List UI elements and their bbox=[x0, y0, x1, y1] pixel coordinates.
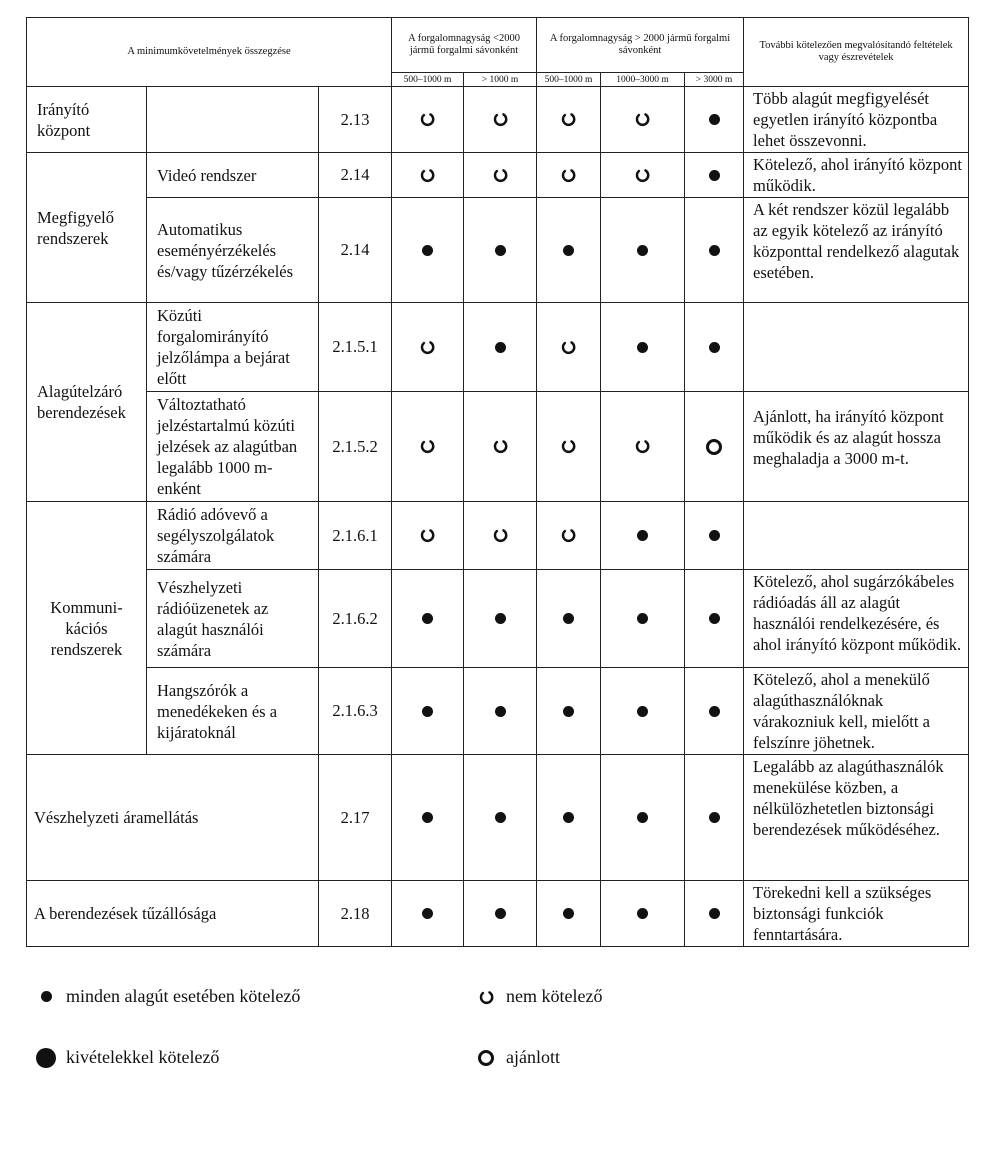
open-circle-icon bbox=[561, 168, 576, 183]
category-cell: Vészhelyzeti áramellátás bbox=[27, 755, 319, 881]
table-row bbox=[27, 668, 969, 755]
mark-cell bbox=[464, 502, 537, 570]
filled-circle-icon bbox=[709, 342, 720, 353]
category-cell: A berendezések tűzállósága bbox=[27, 881, 319, 947]
category-cell: Megfigyelő rendszerek bbox=[27, 153, 147, 303]
open-circle-icon bbox=[493, 439, 508, 454]
mark-cell bbox=[464, 570, 537, 668]
note-cell: Kötelező, ahol irányító központ működik. bbox=[744, 153, 969, 198]
ref-cell: 2.1.6.2 bbox=[319, 570, 392, 668]
mark-cell bbox=[537, 153, 601, 198]
open-circle-icon bbox=[561, 439, 576, 454]
ref-cell: 2.14 bbox=[319, 153, 392, 198]
mark-cell bbox=[537, 303, 601, 392]
mark-cell bbox=[685, 881, 744, 947]
mark-cell bbox=[601, 570, 685, 668]
filled-circle-icon bbox=[637, 812, 648, 823]
note-cell: Kötelező, ahol sugárzókábeles rádióadás áll az alagút használói rendelkezésére, és ahol irányító központ működik. bbox=[744, 570, 969, 668]
mark-cell bbox=[685, 570, 744, 668]
table-row bbox=[27, 755, 969, 881]
mark-cell bbox=[392, 502, 464, 570]
category-cell: Alagútelzáró berendezések bbox=[27, 303, 147, 502]
note-cell: Törekedni kell a szükséges biztonsági funkciók fenntartására. bbox=[744, 881, 969, 947]
note-cell bbox=[744, 502, 969, 570]
category-cell: Kommuni-kációs rendszerek bbox=[27, 502, 147, 755]
mark-cell bbox=[464, 198, 537, 303]
legend-label: kivételekkel kötelező bbox=[66, 1047, 220, 1067]
legend-label: ajánlott bbox=[506, 1047, 560, 1067]
mark-cell bbox=[685, 303, 744, 392]
filled-circle-icon bbox=[709, 613, 720, 624]
subcategory-cell: Vészhelyzeti rádióüzenetek az alagút használói számára bbox=[147, 570, 319, 668]
mark-cell bbox=[685, 668, 744, 755]
filled-circle-icon bbox=[637, 908, 648, 919]
filled-circle-icon bbox=[422, 613, 433, 624]
ref-cell: 2.1.6.3 bbox=[319, 668, 392, 755]
open-circle-icon bbox=[561, 112, 576, 127]
legend-label: minden alagút esetében kötelező bbox=[66, 986, 301, 1006]
mark-cell bbox=[464, 668, 537, 755]
category-cell: Irányító központ bbox=[27, 87, 147, 153]
filled-circle-icon bbox=[637, 613, 648, 624]
mark-cell bbox=[537, 668, 601, 755]
mark-cell bbox=[464, 87, 537, 153]
mark-cell bbox=[464, 881, 537, 947]
table-row bbox=[27, 198, 969, 303]
filled-circle-icon bbox=[422, 908, 433, 919]
ref-cell: 2.17 bbox=[319, 755, 392, 881]
filled-circle-icon bbox=[563, 908, 574, 919]
mark-cell bbox=[601, 668, 685, 755]
ref-cell: 2.13 bbox=[319, 87, 392, 153]
header-group-high: A forgalomnagyság > 2000 jármű forgalmi sávonként bbox=[537, 18, 744, 73]
mark-cell bbox=[537, 392, 601, 502]
note-cell: Több alagút megfigyelését egyetlen irányító központba lehet összevonni. bbox=[744, 87, 969, 153]
mark-cell bbox=[601, 303, 685, 392]
subcol-header: 1000–3000 m bbox=[601, 73, 685, 87]
open-circle-icon bbox=[635, 439, 650, 454]
mark-cell bbox=[392, 153, 464, 198]
open-circle-icon bbox=[420, 528, 435, 543]
filled-circle-icon bbox=[495, 908, 506, 919]
mark-cell bbox=[392, 303, 464, 392]
filled-circle-icon bbox=[563, 812, 574, 823]
note-cell: Kötelező, ahol a menekülő alagúthasználóknak várakozniuk kell, mielőtt a felszínre jöhetnek. bbox=[744, 668, 969, 755]
table-row bbox=[27, 153, 969, 198]
ring-circle-icon bbox=[478, 1050, 494, 1066]
filled-circle-icon bbox=[709, 245, 720, 256]
mark-cell bbox=[685, 392, 744, 502]
filled-circle-icon bbox=[709, 908, 720, 919]
mark-cell bbox=[537, 87, 601, 153]
subcategory-cell: Rádió adóvevő a segélyszolgálatok számára bbox=[147, 502, 319, 570]
note-cell: Ajánlott, ha irányító központ működik és az alagút hossza meghaladja a 3000 m-t. bbox=[744, 392, 969, 502]
header-notes: További kötelezően megvalósítandó feltételek vagy észrevételek bbox=[744, 18, 969, 87]
mark-cell bbox=[537, 502, 601, 570]
note-cell bbox=[744, 303, 969, 392]
mark-cell bbox=[392, 881, 464, 947]
filled-circle-icon bbox=[709, 114, 720, 125]
open-circle-icon bbox=[420, 168, 435, 183]
table-row bbox=[27, 502, 969, 570]
mark-cell bbox=[392, 198, 464, 303]
filled-circle-icon bbox=[41, 991, 52, 1002]
requirements-table bbox=[26, 17, 969, 947]
mark-cell bbox=[601, 87, 685, 153]
mark-cell bbox=[537, 881, 601, 947]
mark-cell bbox=[464, 153, 537, 198]
filled-circle-icon bbox=[422, 706, 433, 717]
mark-cell bbox=[537, 198, 601, 303]
ref-cell: 2.1.5.1 bbox=[319, 303, 392, 392]
subcategory-cell: Hangszórók a menedékeken és a kijáratoknál bbox=[147, 668, 319, 755]
filled-circle-icon bbox=[495, 613, 506, 624]
filled-circle-icon bbox=[422, 812, 433, 823]
large-filled-circle-icon bbox=[36, 1048, 56, 1068]
mark-cell bbox=[601, 153, 685, 198]
mark-cell bbox=[685, 87, 744, 153]
legend-item-rec bbox=[466, 1047, 560, 1068]
mark-cell bbox=[601, 755, 685, 881]
mark-cell bbox=[464, 392, 537, 502]
filled-circle-icon bbox=[495, 812, 506, 823]
legend-label: nem kötelező bbox=[506, 986, 603, 1006]
open-circle-icon bbox=[561, 340, 576, 355]
mark-cell bbox=[601, 881, 685, 947]
subcategory-cell: Videó rendszer bbox=[147, 153, 319, 198]
note-cell: A két rendszer közül legalább az egyik kötelező az irányító központtal rendelkező alagutak esetében. bbox=[744, 198, 969, 303]
subcol-header: > 3000 m bbox=[685, 73, 744, 87]
open-circle-icon bbox=[420, 340, 435, 355]
table-row bbox=[27, 392, 969, 502]
subcategory-cell: Automatikus eseményérzékelés és/vagy tűzérzékelés bbox=[147, 198, 319, 303]
filled-circle-icon bbox=[709, 530, 720, 541]
filled-circle-icon bbox=[637, 245, 648, 256]
header-summary: A minimumkövetelmények összegzése bbox=[27, 18, 392, 87]
open-circle-icon bbox=[420, 439, 435, 454]
table-row bbox=[27, 87, 969, 153]
mark-cell bbox=[392, 570, 464, 668]
subcol-header: 500–1000 m bbox=[392, 73, 464, 87]
mark-cell bbox=[685, 502, 744, 570]
table-row bbox=[27, 570, 969, 668]
subcategory-cell: Közúti forgalomirányító jelzőlámpa a bejárat előtt bbox=[147, 303, 319, 392]
mark-cell bbox=[537, 570, 601, 668]
mark-cell bbox=[685, 153, 744, 198]
open-circle-icon bbox=[479, 989, 494, 1004]
legend-item-open bbox=[466, 986, 602, 1007]
mark-cell bbox=[464, 755, 537, 881]
mark-cell bbox=[685, 198, 744, 303]
subcol-header: > 1000 m bbox=[464, 73, 537, 87]
ref-cell: 2.1.5.2 bbox=[319, 392, 392, 502]
header-group-low: A forgalomnagyság <2000 jármű forgalmi sávonként bbox=[392, 18, 537, 73]
legend-item-dot bbox=[26, 986, 300, 1007]
filled-circle-icon bbox=[637, 530, 648, 541]
mark-cell bbox=[537, 755, 601, 881]
filled-circle-icon bbox=[495, 706, 506, 717]
mark-cell bbox=[685, 755, 744, 881]
filled-circle-icon bbox=[495, 245, 506, 256]
ring-circle-icon bbox=[706, 439, 722, 455]
open-circle-icon bbox=[420, 112, 435, 127]
filled-circle-icon bbox=[563, 706, 574, 717]
filled-circle-icon bbox=[563, 245, 574, 256]
filled-circle-icon bbox=[637, 342, 648, 353]
table-row bbox=[27, 881, 969, 947]
open-circle-icon bbox=[493, 528, 508, 543]
empty-cell bbox=[147, 87, 319, 153]
filled-circle-icon bbox=[709, 812, 720, 823]
ref-cell: 2.18 bbox=[319, 881, 392, 947]
filled-circle-icon bbox=[563, 613, 574, 624]
subcategory-cell: Változtatható jelzéstartalmú közúti jelzések az alagútban legalább 1000 m-enként bbox=[147, 392, 319, 502]
filled-circle-icon bbox=[709, 706, 720, 717]
mark-cell bbox=[392, 87, 464, 153]
ref-cell: 2.1.6.1 bbox=[319, 502, 392, 570]
open-circle-icon bbox=[493, 168, 508, 183]
legend-item-bigdot bbox=[26, 1047, 219, 1068]
ref-cell: 2.14 bbox=[319, 198, 392, 303]
note-cell: Legalább az alagúthasználók menekülése közben, a nélkülözhetetlen biztonsági berendezések működéséhez. bbox=[744, 755, 969, 881]
subcol-header: 500–1000 m bbox=[537, 73, 601, 87]
filled-circle-icon bbox=[709, 170, 720, 181]
mark-cell bbox=[601, 502, 685, 570]
open-circle-icon bbox=[493, 112, 508, 127]
filled-circle-icon bbox=[637, 706, 648, 717]
table-row bbox=[27, 303, 969, 392]
open-circle-icon bbox=[635, 168, 650, 183]
mark-cell bbox=[392, 668, 464, 755]
mark-cell bbox=[464, 303, 537, 392]
mark-cell bbox=[392, 392, 464, 502]
filled-circle-icon bbox=[495, 342, 506, 353]
open-circle-icon bbox=[561, 528, 576, 543]
mark-cell bbox=[601, 198, 685, 303]
mark-cell bbox=[392, 755, 464, 881]
mark-cell bbox=[601, 392, 685, 502]
open-circle-icon bbox=[635, 112, 650, 127]
filled-circle-icon bbox=[422, 245, 433, 256]
